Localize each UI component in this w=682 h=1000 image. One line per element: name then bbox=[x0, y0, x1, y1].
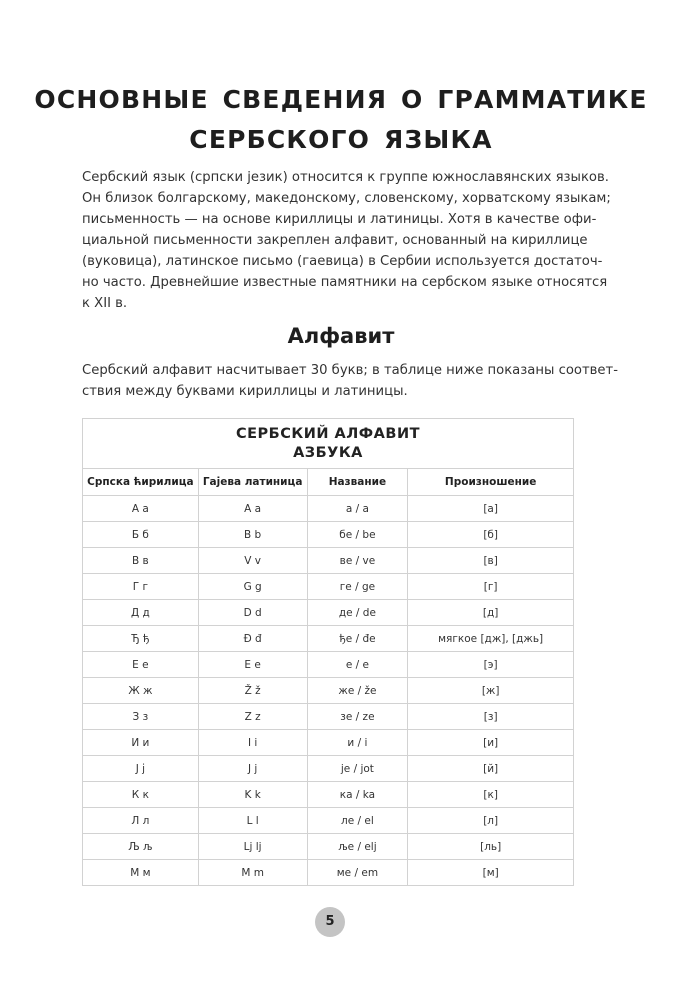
table-row bbox=[83, 860, 574, 886]
cell-name: и / i bbox=[307, 730, 408, 756]
intro-line: но часто. Древнейшие известные памятники на сербском языке относятся bbox=[82, 275, 608, 290]
intro-line: циальной письменности закреплен алфавит, основанный на кириллице bbox=[82, 233, 588, 248]
cell-cyrillic: Е е bbox=[83, 652, 199, 678]
table-row bbox=[83, 600, 574, 626]
cell-latin: B b bbox=[198, 522, 307, 548]
table-row bbox=[83, 808, 574, 834]
cell-pronunciation: [д] bbox=[408, 600, 574, 626]
cell-name: je / jot bbox=[307, 756, 408, 782]
column-header-pronunciation: Произношение bbox=[408, 469, 574, 496]
cell-cyrillic: Д д bbox=[83, 600, 199, 626]
cell-pronunciation: [в] bbox=[408, 548, 574, 574]
table-body bbox=[83, 496, 574, 886]
cell-latin: Lj lj bbox=[198, 834, 307, 860]
intro-paragraph bbox=[82, 167, 611, 314]
column-header-cyrillic: Српска ћирилица bbox=[83, 469, 199, 496]
cell-name: зе / ze bbox=[307, 704, 408, 730]
table-caption-row bbox=[83, 419, 574, 469]
cell-cyrillic: З з bbox=[83, 704, 199, 730]
cell-cyrillic: К к bbox=[83, 782, 199, 808]
cell-cyrillic: Ј ј bbox=[83, 756, 199, 782]
cell-pronunciation: [к] bbox=[408, 782, 574, 808]
cell-pronunciation: [б] bbox=[408, 522, 574, 548]
alphabet-intro-paragraph bbox=[82, 360, 618, 402]
cell-latin: A a bbox=[198, 496, 307, 522]
cell-latin: Z z bbox=[198, 704, 307, 730]
cell-cyrillic: Г г bbox=[83, 574, 199, 600]
cell-latin: M m bbox=[198, 860, 307, 886]
cell-name: ђе / đe bbox=[307, 626, 408, 652]
cell-pronunciation: [а] bbox=[408, 496, 574, 522]
table-row bbox=[83, 548, 574, 574]
intro-line: Сербский язык (српски језик) относится к группе южнославянских языков. bbox=[82, 170, 609, 185]
cell-latin: L l bbox=[198, 808, 307, 834]
cell-name: ка / ka bbox=[307, 782, 408, 808]
table-header-row bbox=[83, 469, 574, 496]
intro-line: (вуковица), латинское письмо (гаевица) в Сербии используется достаточ- bbox=[82, 254, 603, 269]
cell-pronunciation: [ль] bbox=[408, 834, 574, 860]
section-heading-alphabet: Алфавит bbox=[287, 324, 395, 348]
page-title bbox=[0, 80, 682, 160]
cell-latin: G g bbox=[198, 574, 307, 600]
cell-pronunciation: [м] bbox=[408, 860, 574, 886]
cell-cyrillic: Ж ж bbox=[83, 678, 199, 704]
cell-name: бе / be bbox=[307, 522, 408, 548]
cell-pronunciation: [ж] bbox=[408, 678, 574, 704]
cell-latin: K k bbox=[198, 782, 307, 808]
cell-pronunciation: [и] bbox=[408, 730, 574, 756]
intro-line: Он близок болгарскому, македонскому, словенскому, хорватскому языкам; bbox=[82, 191, 611, 206]
cell-pronunciation: [э] bbox=[408, 652, 574, 678]
page-title-line: СЕРБСКОГО ЯЗЫКА bbox=[189, 125, 493, 154]
intro-line: письменность — на основе кириллицы и латиницы. Хотя в качестве офи- bbox=[82, 212, 597, 227]
cell-latin: D d bbox=[198, 600, 307, 626]
cell-cyrillic: А а bbox=[83, 496, 199, 522]
cell-cyrillic: В в bbox=[83, 548, 199, 574]
cell-pronunciation: [г] bbox=[408, 574, 574, 600]
table-row bbox=[83, 522, 574, 548]
alphabet-intro-line: Сербский алфавит насчитывает 30 букв; в таблице ниже показаны соответ- bbox=[82, 363, 618, 378]
page-number-badge: 5 bbox=[315, 907, 345, 937]
cell-name: де / de bbox=[307, 600, 408, 626]
table-row bbox=[83, 782, 574, 808]
cell-cyrillic: М м bbox=[83, 860, 199, 886]
cell-latin: E e bbox=[198, 652, 307, 678]
cell-name: же / že bbox=[307, 678, 408, 704]
cell-name: ме / em bbox=[307, 860, 408, 886]
table-caption bbox=[83, 419, 574, 469]
table-row bbox=[83, 756, 574, 782]
alphabet-table bbox=[82, 418, 574, 886]
table-row bbox=[83, 626, 574, 652]
table-caption-line: АЗБУКА bbox=[293, 444, 363, 461]
table-row bbox=[83, 730, 574, 756]
table-row bbox=[83, 704, 574, 730]
table-caption-line: СЕРБСКИЙ АЛФАВИТ bbox=[236, 425, 420, 442]
table-row bbox=[83, 834, 574, 860]
cell-latin: J j bbox=[198, 756, 307, 782]
cell-cyrillic: Љ љ bbox=[83, 834, 199, 860]
cell-name: ге / ge bbox=[307, 574, 408, 600]
cell-latin: Đ đ bbox=[198, 626, 307, 652]
cell-pronunciation: [л] bbox=[408, 808, 574, 834]
cell-name: ље / elj bbox=[307, 834, 408, 860]
alphabet-intro-line: ствия между буквами кириллицы и латиницы. bbox=[82, 384, 408, 399]
cell-pronunciation: [й] bbox=[408, 756, 574, 782]
page-title-line: ОСНОВНЫЕ СВЕДЕНИЯ О ГРАММАТИКЕ bbox=[34, 85, 648, 114]
column-header-latin: Гајева латиница bbox=[198, 469, 307, 496]
cell-name: ве / ve bbox=[307, 548, 408, 574]
cell-name: ле / el bbox=[307, 808, 408, 834]
cell-latin: V v bbox=[198, 548, 307, 574]
table-row bbox=[83, 574, 574, 600]
cell-name: е / e bbox=[307, 652, 408, 678]
cell-pronunciation: мягкое [дж], [джь] bbox=[408, 626, 574, 652]
cell-pronunciation: [з] bbox=[408, 704, 574, 730]
table-row bbox=[83, 652, 574, 678]
column-header-name: Название bbox=[307, 469, 408, 496]
cell-cyrillic: Ђ ђ bbox=[83, 626, 199, 652]
table-row bbox=[83, 678, 574, 704]
cell-name: а / a bbox=[307, 496, 408, 522]
intro-line: к XII в. bbox=[82, 296, 128, 311]
table-row bbox=[83, 496, 574, 522]
cell-latin: Ž ž bbox=[198, 678, 307, 704]
cell-cyrillic: И и bbox=[83, 730, 199, 756]
cell-latin: I i bbox=[198, 730, 307, 756]
cell-cyrillic: Л л bbox=[83, 808, 199, 834]
cell-cyrillic: Б б bbox=[83, 522, 199, 548]
